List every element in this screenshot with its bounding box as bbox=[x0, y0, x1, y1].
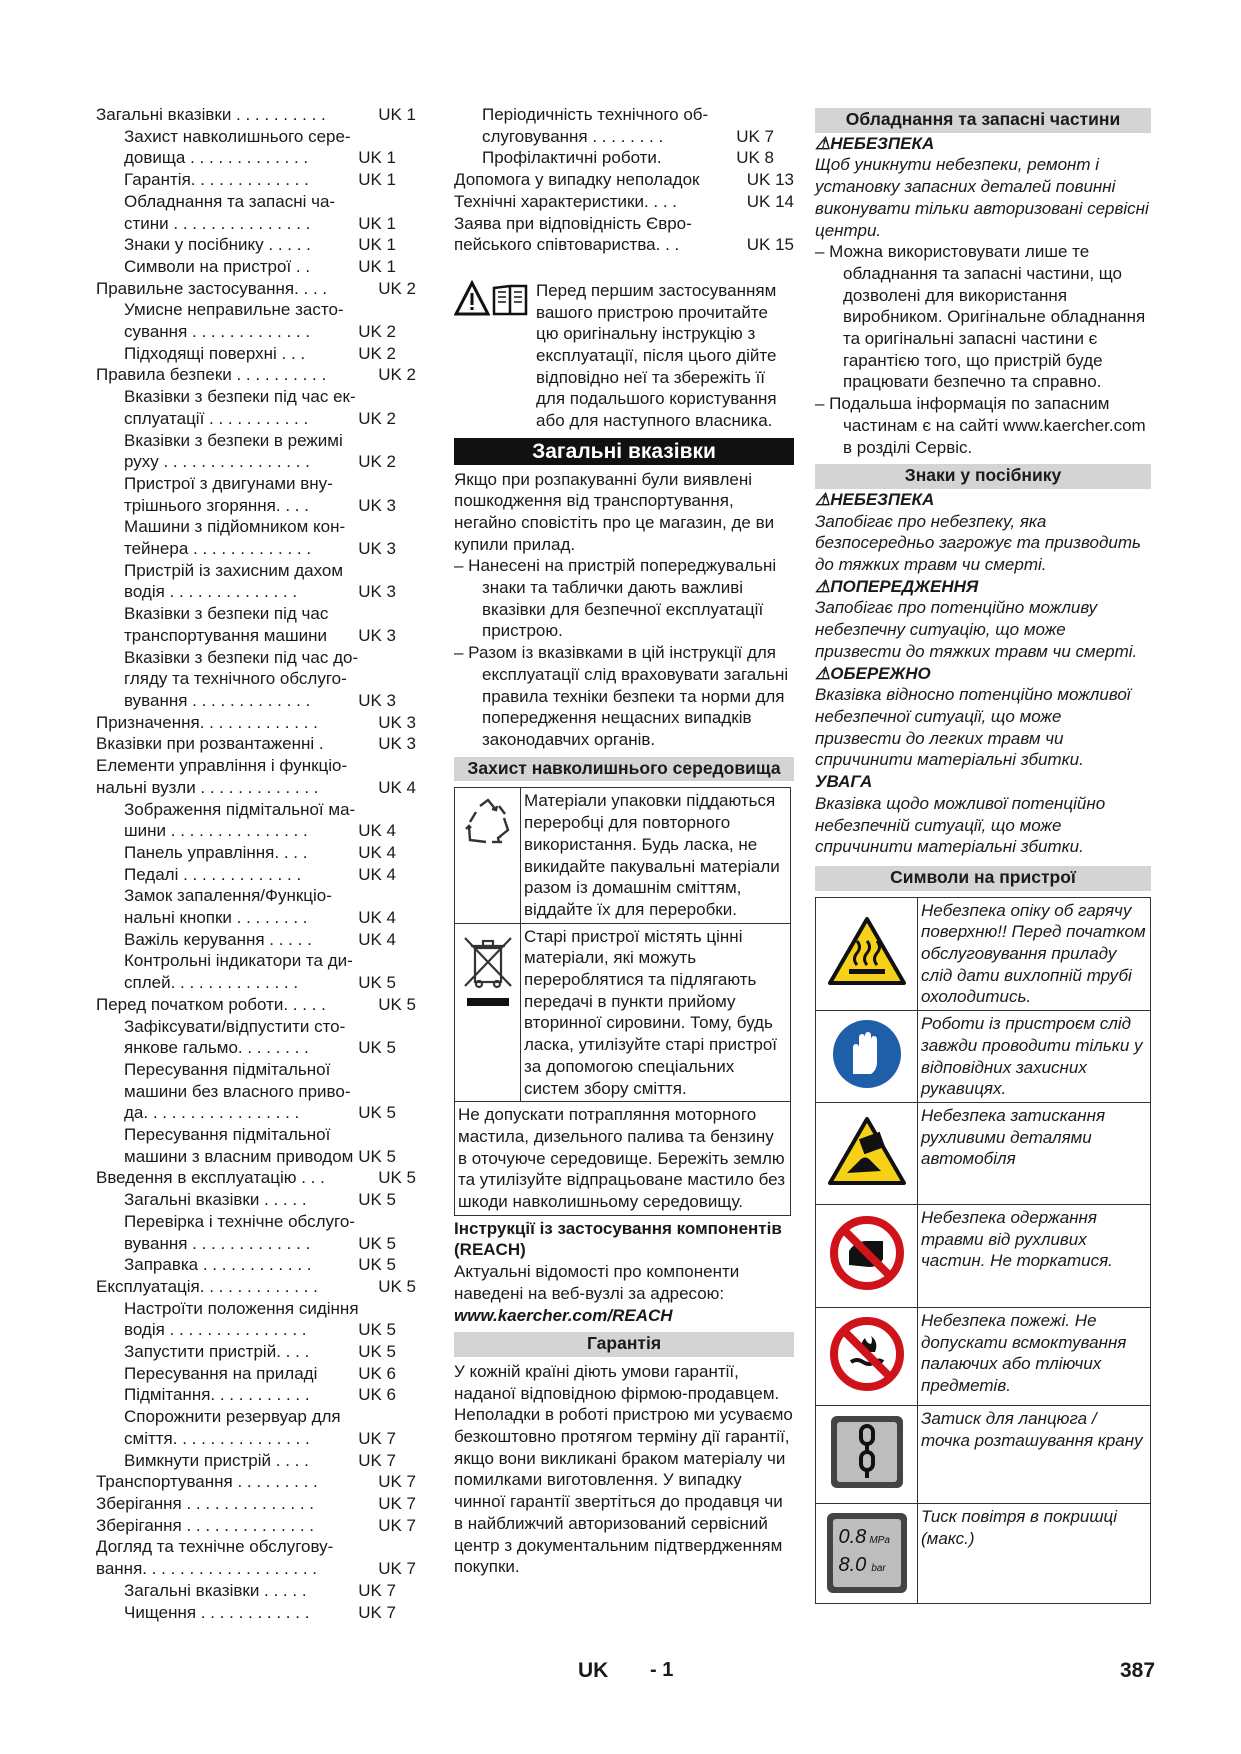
toc-entry-line: Елементи управління і функціо- bbox=[96, 756, 348, 776]
toc-entry-page: UK 6 bbox=[358, 1363, 396, 1383]
toc-entry-page: UK 3 bbox=[358, 539, 396, 559]
toc-entry[interactable] bbox=[96, 234, 416, 256]
toc-entry-line: Умисне неправильне засто- bbox=[124, 300, 344, 320]
toc-entry-page: UK 7 bbox=[358, 1602, 396, 1622]
warranty-text: У кожній країні діють умови гарантії, наданої відповідною фірмою-продавцем. Неполадки в роботі пристрою ми усуваємо безкоштовно протягом терміну дії гарантії, якщо вони викликані браком матеріалу чи помилками виготовлення. У випадку чинної гарантії звертіться до продавця чи в найближчий авторизований сервісний центр з документальним підтвердженням покупки. bbox=[454, 1361, 793, 1577]
toc-entry-line: Зафіксувати/відпустити сто- bbox=[124, 1016, 346, 1036]
read-manual-icon bbox=[454, 280, 534, 320]
toc-entry-line: гляду та технічного обслуго- bbox=[124, 669, 347, 689]
toc-entry-line: слуговування . . . . . . . . bbox=[482, 126, 664, 146]
toc-entry-page: UK 3 bbox=[358, 690, 396, 710]
toc-entry-page: UK 13 bbox=[746, 170, 794, 190]
toc-entry-line: Пересування підмітальної bbox=[124, 1125, 331, 1145]
toc-entry-page: UK 7 bbox=[736, 126, 774, 146]
toc-entry-line: стини . . . . . . . . . . . . . . . bbox=[124, 213, 311, 233]
toc-entry-line: нальні кнопки . . . . . . . . bbox=[124, 908, 308, 928]
toc-entry-line: Періодичність технічного об- bbox=[482, 105, 709, 124]
toc-entry-page: UK 14 bbox=[746, 191, 794, 211]
toc-entry-line: Технічні характеристики. . . . bbox=[454, 191, 678, 211]
toc-entry-line: водія . . . . . . . . . . . . . . bbox=[124, 582, 298, 602]
toc-entry[interactable] bbox=[454, 104, 794, 147]
toc-entry[interactable] bbox=[96, 1384, 416, 1406]
toc-entry-page: UK 1 bbox=[358, 256, 396, 276]
toc-entry-line: Спорожнити резервуар для bbox=[124, 1407, 341, 1427]
general-bullet-2: – Разом із вказівками в цій інструкції для експлуатації слід враховувати загальні правила техніки безпеки та норми для попередження нещасних випадків законодавчих органів. bbox=[454, 643, 789, 749]
toc-entry[interactable] bbox=[96, 104, 416, 126]
toc-entry-line: Пристрій із захисним дахом bbox=[124, 560, 344, 580]
reach-text: Актуальні відомості про компоненти наведені на веб-вузлі за адресою: bbox=[454, 1262, 740, 1303]
toc-entry-page: UK 1 bbox=[378, 105, 416, 124]
toc-entry[interactable] bbox=[96, 343, 416, 365]
toc-entry-page: UK 5 bbox=[358, 1342, 396, 1362]
toc-entry-page: UK 2 bbox=[358, 408, 396, 428]
weee-bin-icon bbox=[455, 923, 521, 1102]
column-2 bbox=[454, 104, 794, 1578]
toc-entry-line: Загальні вказівки . . . . . bbox=[124, 1190, 307, 1210]
toc-entry[interactable] bbox=[96, 256, 416, 278]
hot-surface-icon bbox=[816, 897, 918, 1011]
toc-entry-line: машини з власним приводом bbox=[124, 1146, 354, 1166]
toc-entry-page: UK 15 bbox=[746, 235, 794, 255]
toc-entry-line: Захист навколишнього сере- bbox=[124, 126, 351, 146]
toc-entry-line: Пристрої з двигунами вну- bbox=[124, 473, 333, 493]
toc-entry[interactable] bbox=[96, 950, 416, 993]
toc-entry-page: UK 1 bbox=[358, 213, 396, 233]
toc-entry-line: тейнера . . . . . . . . . . . . . bbox=[124, 539, 312, 559]
toc-entry[interactable] bbox=[96, 1276, 416, 1298]
toc-entry-title bbox=[96, 1167, 416, 1189]
toc-entry[interactable] bbox=[96, 516, 416, 559]
reach-link[interactable]: www.kaercher.com/REACH bbox=[454, 1305, 673, 1325]
toc-entry[interactable] bbox=[96, 929, 416, 951]
toc-entry-line: Вказівки з безпеки під час bbox=[124, 604, 329, 624]
toc-entry[interactable] bbox=[96, 712, 416, 734]
toc-entry-line: Чищення . . . . . . . . . . . . bbox=[124, 1602, 310, 1622]
symbol-text-3: Небезпека затискання рухливими деталями автомобіля bbox=[918, 1102, 1151, 1204]
toc-entry-line: Заява при відповідність Євро- bbox=[454, 213, 692, 233]
toc-entry-page: UK 5 bbox=[378, 994, 416, 1014]
toc-entry-page: UK 7 bbox=[378, 1559, 416, 1579]
toc-entry[interactable] bbox=[96, 1471, 416, 1493]
readme-text: Перед першим застосуванням вашого пристрою прочитайте цю оригінальну інструкцію з експлуатації, після цього дійте відповідно неї та збережіть її для подальшого користування або для наступного власника. bbox=[536, 280, 777, 431]
toc-entry[interactable] bbox=[96, 864, 416, 886]
toc-entry[interactable] bbox=[96, 885, 416, 928]
toc-entry-line: Призначення. . . . . . . . . . . . . bbox=[96, 712, 318, 732]
toc-entry-line: Замок запалення/Функціо- bbox=[124, 886, 332, 906]
pressure-mpa-unit: MPa bbox=[869, 1535, 890, 1547]
toc-entry-page: UK 4 bbox=[358, 821, 396, 841]
toc-entry-page: UK 5 bbox=[358, 1103, 396, 1123]
no-fire-suction-icon bbox=[816, 1307, 918, 1405]
toc-entry-title bbox=[96, 1493, 416, 1515]
toc-entry-line: Правильне застосування. . . . bbox=[96, 278, 328, 298]
toc-entry-page: UK 2 bbox=[358, 322, 396, 342]
toc-entry[interactable] bbox=[96, 603, 416, 646]
toc-entry[interactable] bbox=[96, 299, 416, 342]
toc-entry-page: UK 1 bbox=[358, 170, 396, 190]
toc-entry-line: шини . . . . . . . . . . . . . . . bbox=[124, 821, 308, 841]
toc-entry-page: UK 4 bbox=[358, 908, 396, 928]
toc-entry-line: Вказівки з безпеки під час до- bbox=[124, 647, 359, 667]
recycle-icon bbox=[455, 788, 521, 923]
toc-entry[interactable] bbox=[96, 842, 416, 864]
toc-entry[interactable] bbox=[454, 169, 794, 191]
toc-entry-page: UK 7 bbox=[378, 1515, 416, 1535]
toc-entry[interactable] bbox=[96, 994, 416, 1016]
toc-entry-line: Транспортування . . . . . . . . . bbox=[96, 1472, 318, 1492]
toc-entry-line: янкове гальмо. . . . . . . . bbox=[124, 1038, 309, 1058]
toc-entry-title bbox=[454, 169, 794, 191]
toc-entry-line: сування . . . . . . . . . . . . . bbox=[124, 322, 311, 342]
toc-entry[interactable] bbox=[96, 1211, 416, 1254]
pressure-bar-value: 8.0 bbox=[838, 1554, 867, 1577]
toc-entry-line: Машини з підйомником кон- bbox=[124, 517, 346, 537]
toc-entry-line: сплей. . . . . . . . . . . . . . bbox=[124, 973, 299, 993]
toc-entry-line: Вказівки при розвантаженні . bbox=[96, 734, 324, 754]
toc-entry-title bbox=[96, 994, 416, 1016]
toc-entry[interactable] bbox=[96, 1406, 416, 1449]
toc-entry-line: Загальні вказівки . . . . . . . . . . bbox=[96, 105, 326, 124]
toc-entry[interactable] bbox=[96, 126, 416, 169]
toc-entry[interactable] bbox=[454, 147, 794, 169]
toc-entry-page: UK 7 bbox=[358, 1580, 396, 1600]
toc-entry-line: Знаки у посібнику . . . . . bbox=[124, 235, 311, 255]
toc-entry[interactable] bbox=[96, 1515, 416, 1537]
toc-entry-title bbox=[96, 755, 416, 798]
signs-danger-text: Запобігає про небезпеку, яка безпосередньо загрожує та призводить до тяжких травм чи смерті. bbox=[815, 511, 1141, 575]
toc-entry-page: UK 3 bbox=[378, 734, 416, 754]
toc-entry-line: нальні вузли . . . . . . . . . . . . . bbox=[96, 777, 319, 797]
toc-entry[interactable] bbox=[96, 1189, 416, 1211]
accessories-danger: ⚠НЕБЕЗПЕКА bbox=[815, 133, 935, 153]
footer-page-ref: - 1 bbox=[650, 1659, 674, 1681]
toc-entry-title bbox=[454, 191, 794, 213]
toc-entry-line: Гарантія. . . . . . . . . . . . . bbox=[124, 170, 309, 190]
toc-entry[interactable] bbox=[96, 733, 416, 755]
toc-entry-page: UK 5 bbox=[358, 1038, 396, 1058]
toc-entry[interactable] bbox=[96, 1298, 416, 1341]
toc-entry-line: Зберігання . . . . . . . . . . . . . . bbox=[96, 1494, 315, 1513]
toc-entry-line: Символи на пристрої . . bbox=[124, 256, 311, 276]
toc-entry-line: вування . . . . . . . . . . . . . bbox=[124, 1233, 311, 1253]
tyre-pressure-icon bbox=[816, 1503, 918, 1603]
no-touch-moving-parts-icon bbox=[816, 1204, 918, 1307]
toc-entry-page: UK 1 bbox=[358, 235, 396, 255]
symbol-text-5: Небезпека пожежі. Не допускати всмоктування палаючих або тліючих предметів. bbox=[918, 1307, 1151, 1405]
toc-entry-line: довища . . . . . . . . . . . . . bbox=[124, 148, 309, 168]
toc-entry-page: UK 2 bbox=[378, 365, 416, 385]
toc-entry-line: Педалі . . . . . . . . . . . . . bbox=[124, 864, 302, 884]
toc-entry-line: Контрольні індикатори та ди- bbox=[124, 951, 353, 971]
toc-entry-line: руху . . . . . . . . . . . . . . . . bbox=[124, 452, 310, 472]
toc-entry[interactable] bbox=[96, 1450, 416, 1472]
general-bullet-1: – Нанесені на пристрій попереджувальні знаки та таблички дають важливі вказівки для безпечної експлуатації пристрою. bbox=[454, 556, 777, 641]
column-3 bbox=[815, 108, 1151, 1604]
toc-entry-title bbox=[96, 1276, 416, 1298]
toc-entry[interactable] bbox=[96, 799, 416, 842]
oil-text: Не допускати потрапляння моторного мастила, дизельного палива та бензину в оточуюче середовище. Бережіть землю та утилізуйте відпрацьоване мастило без шкоди навколишньому середовищу. bbox=[455, 1102, 791, 1216]
toc-entry[interactable] bbox=[96, 1016, 416, 1059]
toc-entry-page: UK 3 bbox=[358, 625, 396, 645]
toc-entry-line: пейського співтовариства. . . bbox=[454, 235, 680, 255]
toc-entry-page: UK 5 bbox=[358, 1190, 396, 1210]
toc-entry-line: трішнього згоряння. . . . bbox=[124, 495, 309, 515]
toc-entry[interactable] bbox=[96, 1254, 416, 1276]
toc-entry-page: UK 3 bbox=[358, 582, 396, 602]
toc-entry-line: машини без власного приво- bbox=[124, 1081, 351, 1101]
toc-entry[interactable] bbox=[96, 386, 416, 429]
toc-entry-page: UK 4 bbox=[378, 777, 416, 797]
recycle-text: Матеріали упаковки піддаються переробці для повторного використання. Будь ласка, не викидайте пакувальні матеріали разом із домашнім сміттям, віддайте їх для переробки. bbox=[521, 788, 791, 923]
toc-entry[interactable] bbox=[96, 1536, 416, 1579]
toc-entry-page: UK 7 bbox=[378, 1494, 416, 1513]
toc-entry-title bbox=[96, 278, 416, 300]
accessories-title: Обладнання та запасні частини bbox=[815, 108, 1151, 133]
toc-entry-page: UK 5 bbox=[358, 1320, 396, 1340]
toc-entry-page: UK 7 bbox=[358, 1450, 396, 1470]
symbol-text-7: Тиск повітря в покришці (макс.) bbox=[918, 1503, 1151, 1603]
toc-entry-page: UK 4 bbox=[358, 842, 396, 862]
toc-entry-line: Зберігання . . . . . . . . . . . . . . bbox=[96, 1515, 315, 1535]
toc-entry-page: UK 7 bbox=[378, 1472, 416, 1492]
toc-entry-line: Профілактичні роботи. bbox=[482, 148, 662, 168]
toc-entry[interactable] bbox=[96, 1167, 416, 1189]
toc-entry-page: UK 7 bbox=[358, 1428, 396, 1448]
toc-entry-page: UK 6 bbox=[358, 1385, 396, 1405]
symbols-title: Символи на пристрої bbox=[815, 866, 1151, 891]
toc-entry[interactable] bbox=[96, 1124, 416, 1167]
signs-caution-text: Вказівка відносно потенційно можливої небезпечної ситуації, що може призвести до легких травм чи спричинити матеріальні збитки. bbox=[815, 685, 1131, 770]
toc-entry-line: Обладнання та запасні ча- bbox=[124, 191, 336, 211]
toc-entry-page: UK 1 bbox=[358, 148, 396, 168]
toc-entry-line: Введення в експлуатацію . . . bbox=[96, 1168, 325, 1188]
toc-entry-line: Запустити пристрій. . . . bbox=[124, 1342, 310, 1362]
toc-entry-line: Перевірка і технічне обслуго- bbox=[124, 1211, 355, 1231]
symbol-text-1: Небезпека опіку об гарячу поверхню!! Перед початком обслуговування приладу слід дати вихлопній трубі охолодитись. bbox=[918, 897, 1151, 1011]
toc-entry[interactable] bbox=[96, 1363, 416, 1385]
accessories-danger-text: Щоб уникнути небезпеки, ремонт і установку запасних деталей повинні виконувати тільки авторизовані сервісні центри. bbox=[815, 155, 1149, 240]
toc-entry-line: водія . . . . . . . . . . . . . . . bbox=[124, 1320, 307, 1340]
toc-entry-page: UK 2 bbox=[358, 452, 396, 472]
symbol-text-6: Затиск для ланцюга / точка розташування крану bbox=[918, 1405, 1151, 1503]
toc-entry[interactable] bbox=[96, 364, 416, 386]
readme-notice bbox=[454, 280, 794, 432]
signs-danger: ⚠НЕБЕЗПЕКА bbox=[815, 489, 935, 509]
general-intro: Якщо при розпакуванні були виявлені пошкодження від транспортування, негайно сповістіть про це магазин, де ви купили прилад. bbox=[454, 469, 775, 554]
toc-entry-title bbox=[96, 733, 416, 755]
toc-entry-page: UK 5 bbox=[358, 1146, 396, 1166]
toc-entry[interactable] bbox=[96, 560, 416, 603]
toc-entry-page: UK 5 bbox=[378, 1276, 416, 1296]
toc-entry[interactable] bbox=[96, 1602, 416, 1624]
toc-entry-line: Вказівки з безпеки в режимі bbox=[124, 430, 343, 450]
signs-notice-text: Вказівка щодо можливої потенційно небезпечній ситуації, що може спричинити матеріальні збитки. bbox=[815, 793, 1106, 857]
toc-entry-page: UK 8 bbox=[736, 148, 774, 168]
toc-entry-page: UK 5 bbox=[358, 1255, 396, 1275]
toc-entry-title bbox=[96, 104, 416, 126]
toc-entry-line: Важіль керування . . . . . bbox=[124, 929, 312, 949]
toc-entry[interactable] bbox=[96, 430, 416, 473]
toc-entry-line: Пересування на приладі bbox=[124, 1363, 318, 1383]
toc-entry-line: Зображення підмітальної ма- bbox=[124, 799, 356, 819]
toc-entry-page: UK 2 bbox=[378, 278, 416, 298]
env-table bbox=[454, 787, 791, 1215]
toc-entry-title bbox=[96, 1515, 416, 1537]
toc-entry-page: UK 2 bbox=[358, 343, 396, 363]
signs-title: Знаки у посібнику bbox=[815, 464, 1151, 489]
signs-notice: УВАГА bbox=[815, 772, 873, 792]
toc-entry-line: Догляд та технічне обслугову- bbox=[96, 1537, 334, 1557]
toc-entry-line: Підходящі поверхні . . . bbox=[124, 343, 306, 363]
env-title: Захист навколишнього середовища bbox=[454, 757, 794, 782]
toc-entry-line: транспортування машини bbox=[124, 625, 327, 645]
toc-entry[interactable] bbox=[96, 1493, 416, 1515]
pressure-mpa-value: 0.8 bbox=[838, 1526, 867, 1549]
toc-entry[interactable] bbox=[96, 1059, 416, 1124]
toc-entry[interactable] bbox=[96, 473, 416, 516]
signs-warning: ⚠ПОПЕРЕДЖЕННЯ bbox=[815, 576, 979, 596]
symbols-table bbox=[815, 897, 1151, 1604]
toc-entry-line: Настроїти положення сидіння bbox=[124, 1298, 359, 1318]
toc-entry-title bbox=[96, 1471, 416, 1493]
toc-entry-line: Допомога у випадку неполадок bbox=[454, 170, 700, 190]
toc-entry-page: UK 5 bbox=[358, 1233, 396, 1253]
toc-entry[interactable] bbox=[96, 1580, 416, 1602]
toc-entry[interactable] bbox=[96, 1341, 416, 1363]
toc-entry-line: сміття. . . . . . . . . . . . . . . bbox=[124, 1428, 310, 1448]
toc-entry-line: вування . . . . . . . . . . . . . bbox=[124, 690, 311, 710]
toc-entry[interactable] bbox=[96, 278, 416, 300]
toc-entry-line: да. . . . . . . . . . . . . . . . . bbox=[124, 1103, 300, 1123]
warranty-title: Гарантія bbox=[454, 1332, 794, 1357]
toc-entry[interactable] bbox=[96, 647, 416, 712]
toc-entry-line: Правила безпеки . . . . . . . . . . bbox=[96, 365, 327, 385]
toc-entry[interactable] bbox=[454, 213, 794, 256]
toc-entry-line: сплуатації . . . . . . . . . . . bbox=[124, 408, 309, 428]
toc-entry-line: Загальні вказівки . . . . . bbox=[124, 1580, 307, 1600]
toc-entry-title bbox=[454, 213, 794, 256]
toc-entry-title bbox=[96, 712, 416, 734]
toc-entry[interactable] bbox=[96, 169, 416, 191]
gloves-icon bbox=[816, 1011, 918, 1103]
toc-entry-line: Вимкнути пристрій . . . . bbox=[124, 1450, 309, 1470]
toc-entry-page: UK 5 bbox=[358, 973, 396, 993]
footer-page-number: 387 bbox=[1120, 1659, 1156, 1682]
toc-entry-line: Перед початком роботи. . . . . bbox=[96, 994, 326, 1014]
toc-entry-page: UK 3 bbox=[378, 712, 416, 732]
reach-title: Інструкції із застосування компонентів (REACH) bbox=[454, 1218, 782, 1260]
toc-entry-page: UK 4 bbox=[358, 929, 396, 949]
symbol-text-2: Роботи із пристроєм слід завжди проводити тільки у відповідних захисних рукавицях. bbox=[918, 1011, 1151, 1103]
toc-entry-line: Панель управління. . . . bbox=[124, 842, 308, 862]
toc-entry-line: Підмітання. . . . . . . . . . . bbox=[124, 1385, 310, 1405]
toc-entry-line: Заправка . . . . . . . . . . . . bbox=[124, 1255, 312, 1275]
toc-column-2 bbox=[454, 104, 794, 256]
toc-entry-line: Експлуатація. . . . . . . . . . . . . bbox=[96, 1276, 318, 1296]
pressure-bar-unit: bar bbox=[871, 1563, 886, 1575]
toc-entry-title bbox=[96, 1536, 416, 1579]
general-title: Загальні вказівки bbox=[454, 438, 794, 465]
symbol-text-4: Небезпека одержання травми від рухливих частин. Не торкатися. bbox=[918, 1204, 1151, 1307]
toc-entry-line: Вказівки з безпеки під час ек- bbox=[124, 387, 356, 407]
toc-column-1 bbox=[96, 104, 416, 1623]
toc-entry[interactable] bbox=[96, 755, 416, 798]
toc-entry-line: Пересування підмітальної bbox=[124, 1059, 331, 1079]
crush-hazard-icon bbox=[816, 1102, 918, 1204]
toc-entry-line: вання. . . . . . . . . . . . . . . . . . . bbox=[96, 1559, 318, 1579]
accessories-bullet-2: – Подальша інформація по запасним частинам є на сайті www.kaercher.com в розділі Сервіс. bbox=[815, 394, 1146, 457]
signs-caution: ⚠ОБЕРЕЖНО bbox=[815, 663, 931, 683]
toc-entry-title bbox=[96, 364, 416, 386]
chain-hook-icon bbox=[816, 1405, 918, 1503]
toc-entry[interactable] bbox=[454, 191, 794, 213]
weee-text: Старі пристрої містять цінні матеріали, які можуть перероблятися та підлягають передачі в пункти прийому вторинної сировини. Тому, будь ласка, утилізуйте старі пристрої за допомогою спеціальних систем збору сміття. bbox=[521, 923, 791, 1102]
accessories-bullet-1: – Можна використовувати лише те обладнання та запасні частини, що дозволені для використання виробником. Оригінальне обладнання та оригінальні запасні частини є гарантією того, що пристрій буде працювати безпечно та справно. bbox=[815, 242, 1146, 392]
toc-entry-page: UK 5 bbox=[378, 1168, 416, 1188]
toc-entry[interactable] bbox=[96, 191, 416, 234]
toc-entry-page: UK 3 bbox=[358, 495, 396, 515]
signs-warning-text: Запобігає про потенційно можливу небезпечну ситуацію, що може призвести до тяжких травм чи смерті. bbox=[815, 598, 1138, 661]
toc-entry-page: UK 4 bbox=[358, 864, 396, 884]
footer-language: UK bbox=[578, 1659, 609, 1682]
